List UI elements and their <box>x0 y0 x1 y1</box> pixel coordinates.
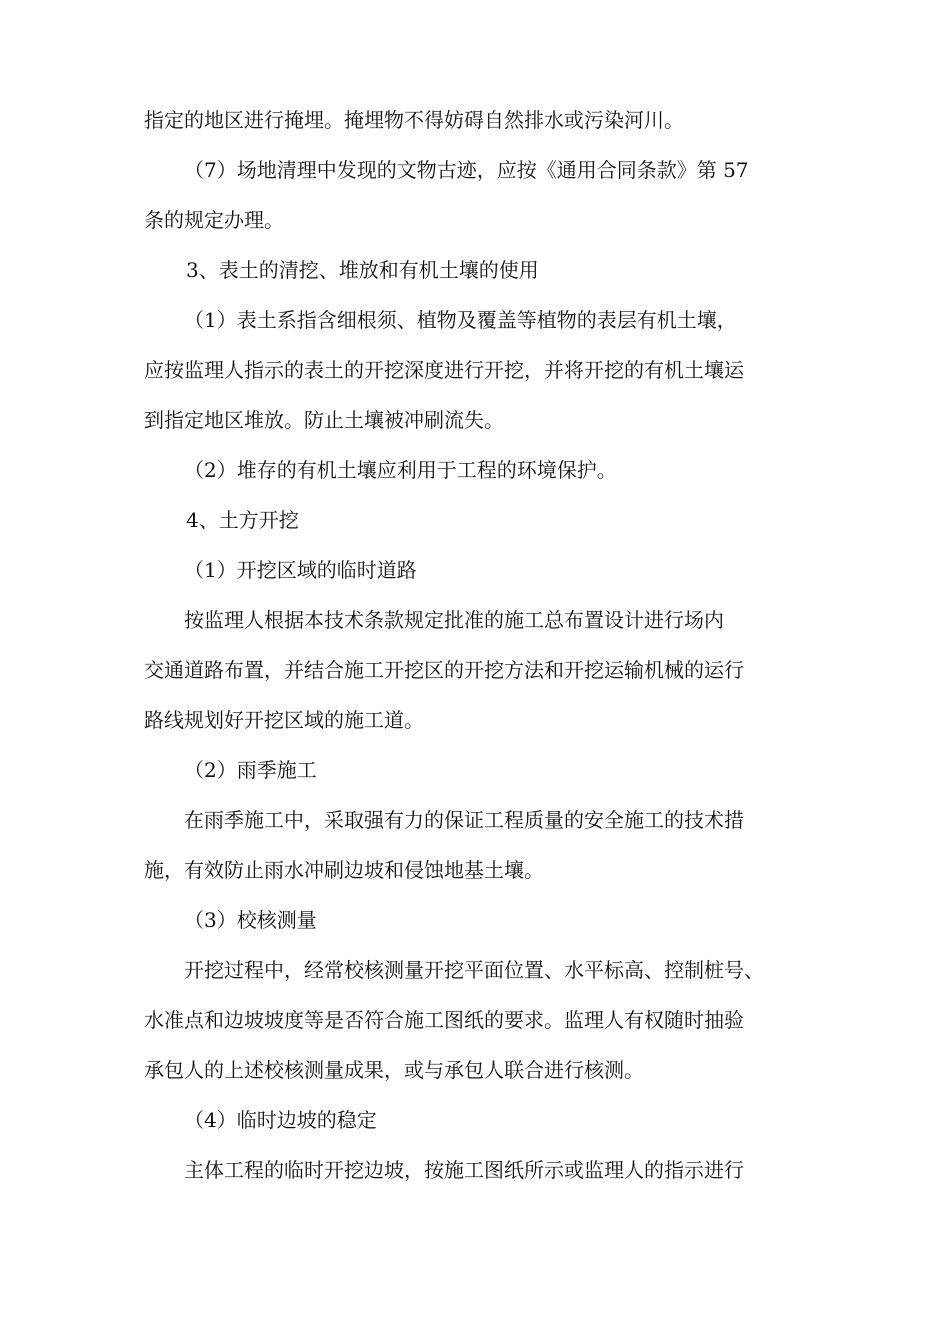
text-line: 开挖过程中，经常校核测量开挖平面位置、水平标高、控制桩号、 <box>184 958 764 982</box>
section-heading: 4、土方开挖 <box>186 508 299 532</box>
section-heading: 3、表土的清挖、堆放和有机土壤的使用 <box>186 258 539 282</box>
subsection-heading: （1）开挖区域的临时道路 <box>184 558 417 582</box>
text-line: 条的规定办理。 <box>144 208 284 232</box>
text-line: 承包人的上述校核测量成果，或与承包人联合进行核测。 <box>144 1058 644 1082</box>
text-line: 在雨季施工中，采取强有力的保证工程质量的安全施工的技术措 <box>184 808 744 832</box>
subsection-heading: （3）校核测量 <box>184 908 317 932</box>
subsection-heading: （2）雨季施工 <box>184 758 317 782</box>
text-line: 主体工程的临时开挖边坡，按施工图纸所示或监理人的指示进行 <box>184 1158 744 1182</box>
subsection-heading: （4）临时边坡的稳定 <box>184 1108 377 1132</box>
text-line: 应按监理人指示的表土的开挖深度进行开挖，并将开挖的有机土壤运 <box>144 358 744 382</box>
text-line: （1）表土系指含细根须、植物及覆盖等植物的表层有机土壤， <box>184 308 737 332</box>
text-line: （7）场地清理中发现的文物古迹，应按《通用合同条款》第 57 <box>184 158 749 182</box>
text-line: 交通道路布置，并结合施工开挖区的开挖方法和开挖运输机械的运行 <box>144 658 744 682</box>
text-line: 水准点和边坡坡度等是否符合施工图纸的要求。监理人有权随时抽验 <box>144 1008 744 1032</box>
text-line: 路线规划好开挖区域的施工道。 <box>144 708 424 732</box>
text-line: 按监理人根据本技术条款规定批准的施工总布置设计进行场内 <box>184 608 724 632</box>
text-line: （2）堆存的有机土壤应利用于工程的环境保护。 <box>184 458 617 482</box>
text-line: 指定的地区进行掩埋。掩埋物不得妨碍自然排水或污染河川。 <box>144 108 684 132</box>
text-line: 到指定地区堆放。防止土壤被冲刷流失。 <box>144 408 504 432</box>
text-line: 施，有效防止雨水冲刷边坡和侵蚀地基土壤。 <box>144 858 544 882</box>
